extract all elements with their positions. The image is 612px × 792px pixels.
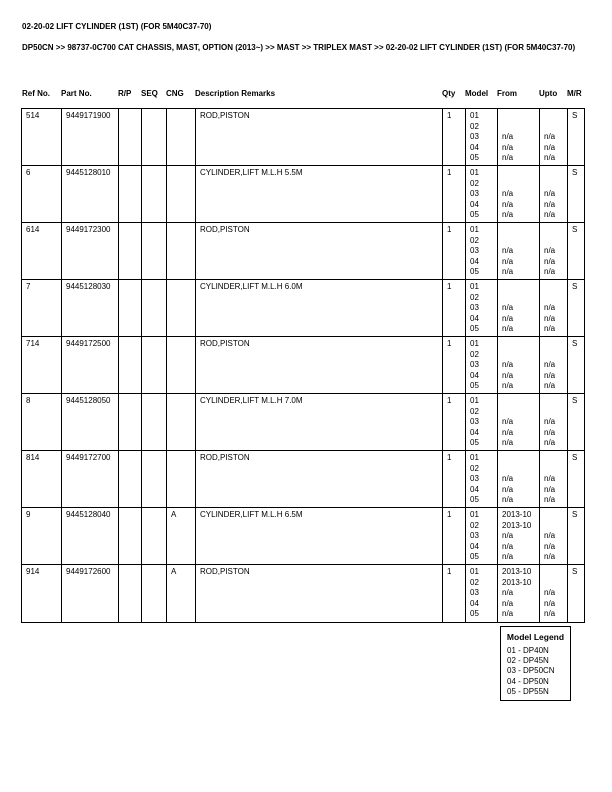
model-line: 01 [470,225,479,234]
upto-line: n/a [544,552,556,561]
description-cell: CYLINDER,LIFT M.L.H 6.0M [196,280,443,337]
breadcrumb: DP50CN >> 98737-0C700 CAT CHASSIS, MAST, OPTION (2013~) >> MAST >> TRIPLEX MAST >> 02-20-02 LIFT CYLINDER (1ST) (FOR 5M40C37-70) [22,43,576,52]
part-no-cell: 9449172300 [62,223,119,280]
from-line: n/a [502,495,514,504]
model-line: 05 [470,324,479,333]
model-line: 04 [470,484,479,494]
from-cell [498,565,540,623]
model-legend-item: 01 - DP40N [507,646,549,655]
model-line: 02 [470,463,479,473]
upto-line: n/a [544,427,556,437]
model-line: 01 [470,453,479,462]
mr-cell: S [568,508,585,565]
upto-line: n/a [544,210,556,219]
from-line: n/a [502,142,514,152]
from-line [502,168,539,179]
from-line: n/a [502,609,514,618]
header-cng: CNG [166,89,184,98]
upto-line: n/a [544,381,556,390]
upto-line: n/a [544,541,556,551]
upto-line: n/a [544,598,556,608]
table-row [22,565,585,623]
model-line: 05 [470,153,479,162]
from-line: n/a [502,598,514,608]
from-cell [498,394,540,451]
model-line: 05 [470,381,479,390]
ref-no-cell: 614 [22,223,62,280]
mr-cell: S [568,109,585,166]
upto-line: n/a [544,438,556,447]
upto-line: n/a [544,267,556,276]
table-row [22,451,585,508]
from-line: n/a [502,417,514,426]
part-no-cell: 9445128030 [62,280,119,337]
upto-line: n/a [544,246,556,255]
from-cell [498,280,540,337]
rp-cell [119,565,142,623]
from-line: n/a [502,474,514,483]
from-line [502,282,539,293]
model-line: 04 [470,598,479,608]
model-line: 03 [470,132,479,141]
upto-cell [540,394,568,451]
part-no-cell: 9449172600 [62,565,119,623]
from-line: 2013-10 [502,577,532,587]
upto-line: n/a [544,360,556,369]
model-legend-item: 02 - DP45N [507,656,549,666]
cng-cell [167,223,196,280]
upto-cell [540,565,568,623]
upto-line [544,407,567,418]
rp-cell [119,451,142,508]
model-line: 03 [470,189,479,198]
from-line: n/a [502,303,514,312]
upto-cell [540,508,568,565]
model-legend-title: Model Legend [506,632,565,642]
rp-cell [119,166,142,223]
from-line: n/a [502,484,514,494]
mr-cell: S [568,166,585,223]
from-line [502,122,539,133]
description-cell: ROD,PISTON [196,565,443,623]
table-row [22,166,585,223]
from-cell [498,451,540,508]
table-row [22,508,585,565]
model-line: 04 [470,142,479,152]
mr-cell: S [568,394,585,451]
upto-line: n/a [544,142,556,152]
qty-cell: 1 [443,451,466,508]
rp-cell [119,394,142,451]
model-line: 05 [470,609,479,618]
upto-line [544,521,567,532]
from-line: n/a [502,189,514,198]
upto-cell [540,451,568,508]
upto-line [544,464,567,475]
from-cell [498,337,540,394]
from-line: n/a [502,153,514,162]
upto-line: n/a [544,370,556,380]
seq-cell [142,166,167,223]
description-cell: ROD,PISTON [196,451,443,508]
header-description: Description Remarks [195,89,276,98]
from-line: 2013-10 [502,520,532,530]
mr-cell: S [568,223,585,280]
model-line: 05 [470,552,479,561]
mr-cell: S [568,451,585,508]
from-line: n/a [502,588,514,597]
from-line: n/a [502,132,514,141]
rp-cell [119,337,142,394]
model-legend-item: 04 - DP50N [507,676,549,686]
from-line [502,225,539,236]
model-line: 03 [470,588,479,597]
from-line [502,339,539,350]
model-cell [466,508,498,565]
seq-cell [142,280,167,337]
from-line [502,350,539,361]
header-upto: Upto [539,89,558,98]
ref-no-cell: 914 [22,565,62,623]
header-rp: R/P [118,89,132,98]
upto-line: n/a [544,609,556,618]
from-line: n/a [502,531,514,540]
cng-cell [167,280,196,337]
model-line: 01 [470,282,479,291]
header-model: Model [465,89,489,98]
table-row [22,394,585,451]
from-line: n/a [502,313,514,323]
from-line [502,293,539,304]
description-cell: ROD,PISTON [196,223,443,280]
upto-line [544,567,567,578]
model-line: 04 [470,541,479,551]
from-line: n/a [502,427,514,437]
upto-cell [540,109,568,166]
cng-cell [167,451,196,508]
description-cell: CYLINDER,LIFT M.L.H 6.5M [196,508,443,565]
cng-cell: A [167,508,196,565]
qty-cell: 1 [443,223,466,280]
upto-line [544,293,567,304]
from-cell [498,166,540,223]
cng-cell [167,337,196,394]
model-line: 02 [470,406,479,416]
upto-line [544,350,567,361]
rp-cell [119,109,142,166]
model-line: 04 [470,313,479,323]
model-cell [466,109,498,166]
model-cell [466,166,498,223]
model-cell [466,451,498,508]
model-line: 05 [470,438,479,447]
ref-no-cell: 514 [22,109,62,166]
model-line: 03 [470,474,479,483]
seq-cell [142,337,167,394]
header-ref-no: Ref No. [22,89,50,98]
upto-line: n/a [544,484,556,494]
from-cell [498,223,540,280]
seq-cell [142,223,167,280]
from-line [502,179,539,190]
qty-cell: 1 [443,166,466,223]
upto-line [544,168,567,179]
upto-line: n/a [544,417,556,426]
part-no-cell: 9445128050 [62,394,119,451]
model-line: 02 [470,178,479,188]
upto-line [544,282,567,293]
model-line: 01 [470,396,479,405]
model-legend [500,626,571,701]
ref-no-cell: 714 [22,337,62,394]
qty-cell: 1 [443,109,466,166]
upto-cell [540,280,568,337]
upto-line: n/a [544,495,556,504]
part-no-cell: 9449172700 [62,451,119,508]
model-line: 05 [470,267,479,276]
from-line: n/a [502,360,514,369]
from-line: n/a [502,246,514,255]
model-line: 05 [470,495,479,504]
qty-cell: 1 [443,508,466,565]
header-seq: SEQ [141,89,158,98]
ref-no-cell: 7 [22,280,62,337]
upto-line: n/a [544,531,556,540]
header-from: From [497,89,517,98]
from-cell [498,109,540,166]
mr-cell: S [568,280,585,337]
upto-cell [540,223,568,280]
part-no-cell: 9445128010 [62,166,119,223]
upto-line: n/a [544,132,556,141]
model-legend-item: 05 - DP55N [507,686,549,696]
part-no-cell: 9445128040 [62,508,119,565]
seq-cell [142,109,167,166]
from-line: n/a [502,370,514,380]
upto-line [544,396,567,407]
model-cell [466,565,498,623]
cng-cell: A [167,565,196,623]
description-cell: ROD,PISTON [196,109,443,166]
upto-cell [540,337,568,394]
page-title: 02-20-02 LIFT CYLINDER (1ST) (FOR 5M40C37-70) [22,22,212,31]
header-qty: Qty [442,89,456,98]
from-line [502,407,539,418]
model-line: 01 [470,168,479,177]
model-line: 02 [470,235,479,245]
from-cell [498,508,540,565]
model-line: 04 [470,256,479,266]
qty-cell: 1 [443,394,466,451]
table-row [22,223,585,280]
cng-cell [167,394,196,451]
ref-no-cell: 6 [22,166,62,223]
model-cell [466,337,498,394]
model-cell [466,394,498,451]
upto-line: n/a [544,189,556,198]
model-line: 02 [470,349,479,359]
model-line: 01 [470,567,479,576]
from-line [502,453,539,464]
model-line: 03 [470,360,479,369]
upto-line: n/a [544,256,556,266]
from-line: n/a [502,210,514,219]
description-cell: CYLINDER,LIFT M.L.H 5.5M [196,166,443,223]
upto-line: n/a [544,588,556,597]
rp-cell [119,280,142,337]
part-no-cell: 9449172500 [62,337,119,394]
table-row [22,109,585,166]
model-line: 03 [470,417,479,426]
model-line: 01 [470,510,479,519]
model-line: 02 [470,577,479,587]
qty-cell: 1 [443,337,466,394]
from-line: 2013-10 [502,510,532,519]
model-cell [466,223,498,280]
from-line: n/a [502,256,514,266]
from-line: 2013-10 [502,567,532,576]
upto-line [544,510,567,521]
model-line: 01 [470,339,479,348]
table-row [22,337,585,394]
model-line: 03 [470,531,479,540]
from-line: n/a [502,381,514,390]
model-cell [466,280,498,337]
upto-line [544,339,567,350]
seq-cell [142,508,167,565]
from-line: n/a [502,324,514,333]
seq-cell [142,451,167,508]
upto-line: n/a [544,199,556,209]
part-no-cell: 9449171900 [62,109,119,166]
mr-cell: S [568,337,585,394]
upto-line [544,179,567,190]
upto-line: n/a [544,313,556,323]
seq-cell [142,394,167,451]
rp-cell [119,508,142,565]
cng-cell [167,109,196,166]
from-line [502,236,539,247]
ref-no-cell: 814 [22,451,62,508]
ref-no-cell: 8 [22,394,62,451]
from-line: n/a [502,541,514,551]
header-part-no: Part No. [61,89,92,98]
upto-line: n/a [544,153,556,162]
model-legend-item: 03 - DP50CN [507,666,555,676]
model-line: 02 [470,292,479,302]
cng-cell [167,166,196,223]
upto-line [544,578,567,589]
qty-cell: 1 [443,280,466,337]
upto-line [544,122,567,133]
qty-cell: 1 [443,565,466,623]
model-line: 04 [470,427,479,437]
model-line: 04 [470,199,479,209]
upto-line [544,111,567,122]
model-line: 05 [470,210,479,219]
description-cell: ROD,PISTON [196,337,443,394]
header-mr: M/R [567,89,582,98]
from-line [502,111,539,122]
upto-line: n/a [544,474,556,483]
parts-table-body [22,109,585,623]
upto-line [544,225,567,236]
table-row [22,280,585,337]
from-line: n/a [502,438,514,447]
model-line: 03 [470,246,479,255]
model-line: 03 [470,303,479,312]
upto-line [544,453,567,464]
upto-line: n/a [544,324,556,333]
model-legend-items [501,646,570,697]
upto-line: n/a [544,303,556,312]
from-line [502,464,539,475]
ref-no-cell: 9 [22,508,62,565]
from-line: n/a [502,552,514,561]
seq-cell [142,565,167,623]
description-cell: CYLINDER,LIFT M.L.H 7.0M [196,394,443,451]
rp-cell [119,223,142,280]
from-line: n/a [502,199,514,209]
model-line: 04 [470,370,479,380]
mr-cell: S [568,565,585,623]
upto-line [544,236,567,247]
from-line [502,396,539,407]
parts-table [21,108,585,623]
model-line: 02 [470,121,479,131]
model-line: 01 [470,111,479,120]
upto-cell [540,166,568,223]
from-line: n/a [502,267,514,276]
model-line: 02 [470,520,479,530]
